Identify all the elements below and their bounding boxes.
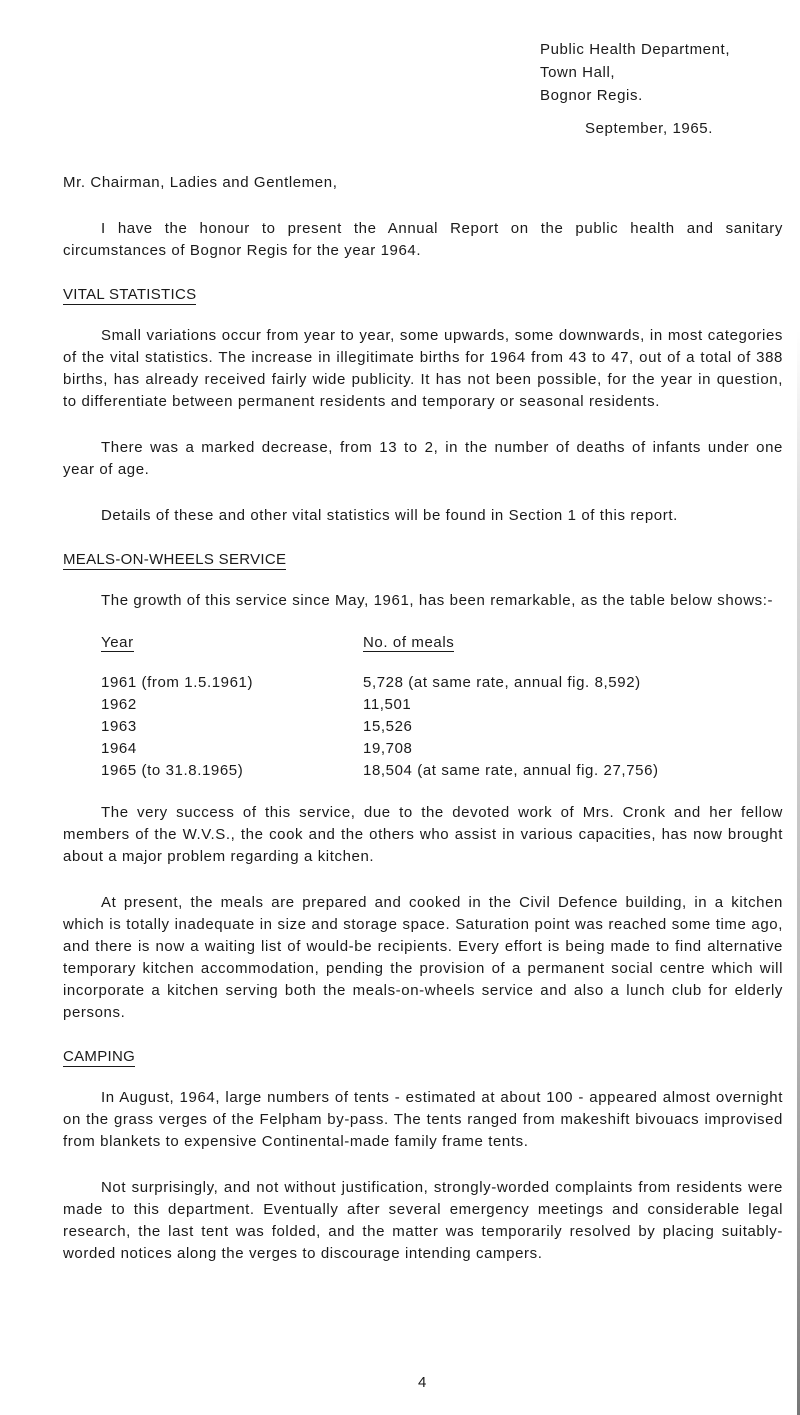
year-cell: 1964 <box>101 740 137 757</box>
vital-statistics-paragraph-2: There was a marked decrease, from 13 to 2, in the number of deaths of infants under one year of age. <box>63 439 783 478</box>
camping-section <box>63 1048 783 1265</box>
intro-paragraph: I have the honour to present the Annual Report on the public health and sanitary circumstances of Bognor Regis for the year 1964. <box>63 220 783 259</box>
section-heading-camping: CAMPING <box>63 1048 136 1065</box>
section-heading-vital-statistics: VITAL STATISTICS <box>63 286 197 303</box>
meals-table <box>101 632 659 782</box>
table-row <box>101 672 659 694</box>
column-header-meals: No. of meals <box>363 634 455 651</box>
meals-cell: 11,501 <box>363 696 412 713</box>
meals-paragraph-1: The growth of this service since May, 1961, has been remarkable, as the table below shows:- <box>101 592 774 609</box>
meals-paragraph-2: The very success of this service, due to the devoted work of Mrs. Cronk and her fellow members of the W.V.S., the cook and the others who assist in various capacities, has now brought about a major problem regarding a kitchen. <box>63 804 783 865</box>
camping-paragraph-2: Not surprisingly, and not without justification, strongly-worded complaints from residents were made to this department. Eventually after several emergency meetings and considerable legal research, the last tent was folded, and the matter was temporarily resolved by placing suitably-worded notices along the verges to discourage intending campers. <box>63 1179 783 1262</box>
vital-statistics-paragraph-3: Details of these and other vital statistics will be found in Section 1 of this report. <box>101 507 678 524</box>
year-cell: 1963 <box>101 718 137 735</box>
meals-cell: 15,526 <box>363 718 413 735</box>
camping-paragraph-1: In August, 1964, large numbers of tents - estimated at about 100 - appeared almost overnight on the grass verges of the Felpham by-pass. The tents ranged from makeshift bivouacs improvised from blankets to expensive Continental-made family frame tents. <box>63 1089 783 1150</box>
address-line-town: Bognor Regis. <box>540 87 643 104</box>
meals-paragraph-3: At present, the meals are prepared and cooked in the Civil Defence building, in a kitchen which is totally inadequate in size and storage space. Saturation point was reached some time ago, and there is now a waiting list of would-be recipients. Every effort is being made to find alternative temporary kitchen accommodation, pending the provision of a permanent social centre which will incorporate a kitchen serving both the meals-on-wheels service and also a lunch club for elderly persons. <box>63 894 783 1021</box>
page-number: 4 <box>418 1374 427 1391</box>
department-name: Public Health Department, <box>540 41 731 58</box>
year-cell: 1962 <box>101 696 137 713</box>
address-line-town-hall: Town Hall, <box>540 64 616 81</box>
table-header-row <box>101 632 659 672</box>
report-body <box>63 172 783 1265</box>
table-row <box>101 760 659 782</box>
table-row <box>101 694 659 716</box>
section-heading-meals-on-wheels: MEALS-ON-WHEELS SERVICE <box>63 551 287 568</box>
year-cell: 1961 (from 1.5.1961) <box>101 674 254 691</box>
table-row <box>101 716 659 738</box>
vital-statistics-section <box>63 286 783 527</box>
letterhead-address <box>540 38 730 107</box>
column-header-year: Year <box>101 634 134 651</box>
meals-cell: 18,504 (at same rate, annual fig. 27,756) <box>363 762 659 779</box>
vital-statistics-paragraph-1: Small variations occur from year to year, some upwards, some downwards, in most categories of the vital statistics. The increase in illegitimate births for 1964 from 43 to 47, out of a total of 388 births, has already received fairly wide publicity. It has not been possible, for the year in question, to differentiate between permanent residents and temporary or seasonal residents. <box>63 327 783 410</box>
meals-cell: 5,728 (at same rate, annual fig. 8,592) <box>363 674 641 691</box>
table-row <box>101 738 659 760</box>
meals-section <box>63 551 783 1024</box>
letter-date: September, 1965. <box>585 120 714 137</box>
meals-cell: 19,708 <box>363 740 413 757</box>
salutation: Mr. Chairman, Ladies and Gentlemen, <box>63 174 338 191</box>
year-cell: 1965 (to 31.8.1965) <box>101 762 244 779</box>
